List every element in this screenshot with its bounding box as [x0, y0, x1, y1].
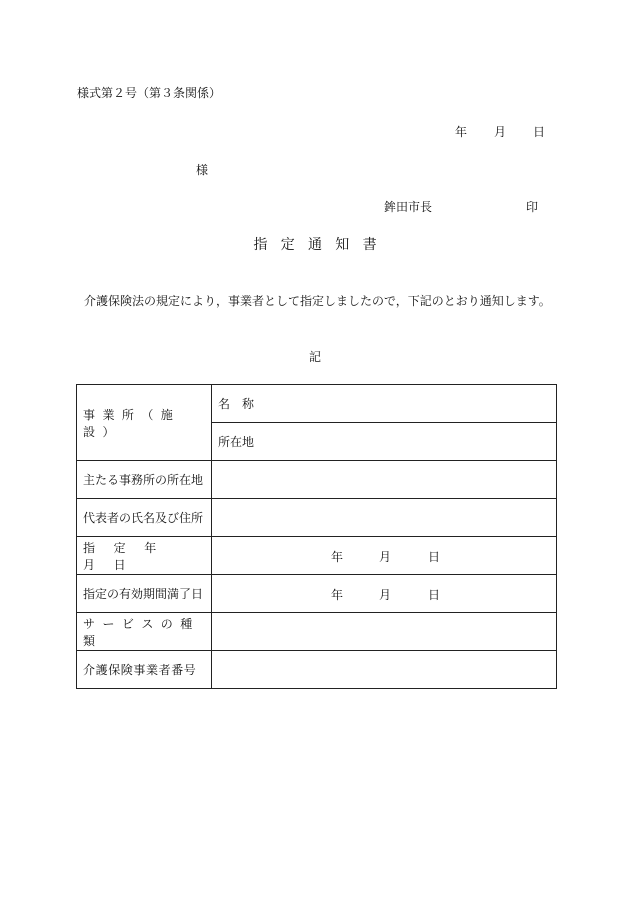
date-day: 日 [533, 125, 546, 139]
date-month: 月 [494, 125, 507, 139]
facility-label [83, 406, 205, 440]
designation-day: 日 [428, 550, 441, 564]
service-type-label [77, 613, 212, 651]
recipient-suffix: 様 [196, 163, 209, 177]
validity-end-label: 指定の有効期間満了日 [77, 575, 212, 613]
table-row [77, 499, 557, 537]
table-row [77, 537, 557, 575]
seal-mark: 印 [526, 200, 539, 214]
designation-year: 年 [331, 550, 344, 564]
designation-date-label-text: 指定年月日 [83, 540, 175, 572]
facility-name-cell [212, 385, 557, 423]
service-type-label-text: サービスの種類 [83, 616, 200, 648]
ki-heading: 記 [308, 350, 321, 364]
issue-date [455, 123, 545, 140]
issuer-name: 鉾田市長 [384, 200, 433, 214]
date-year: 年 [455, 125, 468, 139]
main-office-value [212, 461, 557, 499]
facility-label-cell [77, 385, 212, 461]
table-row [77, 385, 557, 423]
name-label: 名 称 [218, 397, 255, 411]
representative-label: 代表者の氏名及び住所 [77, 499, 212, 537]
table-row [77, 613, 557, 651]
provider-number-value [212, 651, 557, 689]
facility-location-cell [212, 423, 557, 461]
location-label: 所在地 [218, 435, 255, 449]
representative-value [212, 499, 557, 537]
table-row [77, 575, 557, 613]
validity-month: 月 [379, 588, 392, 602]
service-type-value [212, 613, 557, 651]
table-row [77, 651, 557, 689]
document-title: 指定通知書 [253, 237, 390, 253]
notice-body: 介護保険法の規定により，事業者として指定しましたので，下記のとおり通知します。 [84, 294, 551, 308]
facility-label-text: 事業所（施設） [83, 407, 181, 439]
designation-table [76, 384, 557, 689]
provider-number-label [77, 651, 212, 689]
main-office-label: 主たる事務所の所在地 [77, 461, 212, 499]
designation-date-value [212, 537, 557, 575]
validity-end-value [212, 575, 557, 613]
validity-year: 年 [331, 588, 344, 602]
designation-month: 月 [379, 550, 392, 564]
table-row [77, 461, 557, 499]
provider-number-label-text: 介護保険事業者番号 [83, 663, 197, 677]
validity-day: 日 [428, 588, 441, 602]
designation-date-label [77, 537, 212, 575]
form-number: 様式第２号（第３条関係） [77, 86, 222, 100]
